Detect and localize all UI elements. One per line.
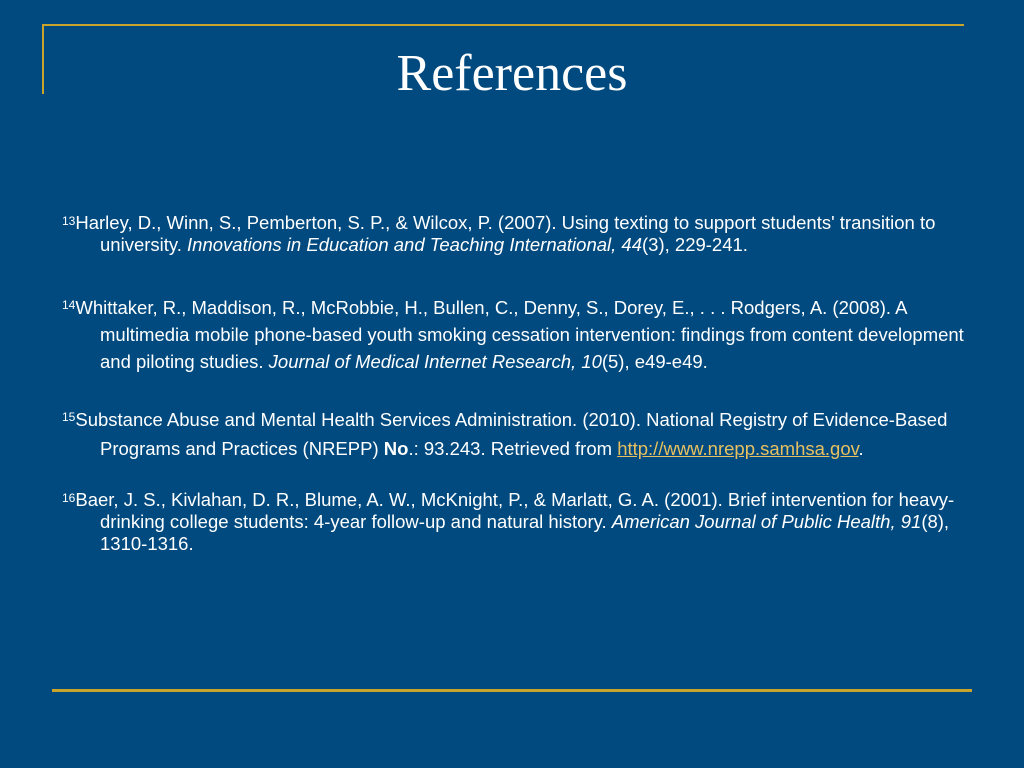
reference-text: Whittaker, R., Maddison, R., McRobbie, H., Bullen, C., Denny, S., Dorey, E., . . . Rodgers, A. (2008). A multimedia mobile phone-based youth smoking cessation intervention: findings from content development and piloting studies. xyxy=(75,297,964,372)
reference-16 xyxy=(62,489,967,555)
reference-number: 15 xyxy=(62,410,76,424)
reference-text: Harley, D., Winn, S., Pemberton, S. P., & Wilcox, P. (2007). Using texting to support students' transition to university. xyxy=(75,212,936,255)
slide-title: References xyxy=(396,45,628,102)
nrepp-link[interactable]: http://www.nrepp.samhsa.gov xyxy=(617,438,859,459)
reference-tail: . xyxy=(858,438,864,459)
reference-number: 14 xyxy=(62,298,76,312)
journal-title: Innovations in Education and Teaching International, 44 xyxy=(187,234,643,255)
journal-title: American Journal of Public Health, 91 xyxy=(611,511,922,532)
journal-title: Journal of Medical Internet Research, 10 xyxy=(268,351,602,372)
bold-abbreviation: No xyxy=(383,438,409,459)
reference-list xyxy=(62,212,967,555)
reference-14 xyxy=(62,294,967,375)
reference-tail: (5), e49-e49. xyxy=(601,351,708,372)
reference-15 xyxy=(62,405,967,463)
reference-tail: (3), 229-241. xyxy=(642,234,748,255)
reference-number: 16 xyxy=(62,491,76,505)
reference-tail: (8), 1310-1316. xyxy=(100,511,950,554)
frame-bottom-rule xyxy=(52,689,972,692)
reference-text: Substance Abuse and Mental Health Services Administration. (2010). National Registry of Evidence-Based Programs and Practices (NREPP) xyxy=(75,409,948,459)
reference-13 xyxy=(62,212,967,256)
reference-text: Baer, J. S., Kivlahan, D. R., Blume, A. W., McKnight, P., & Marlatt, G. A. (2001). Brief intervention for heavy-drinking college students: 4-year follow-up and natural history. xyxy=(75,489,955,532)
reference-number: 13 xyxy=(62,214,76,228)
reference-text-continued: .: 93.243. Retrieved from xyxy=(408,438,618,459)
frame-top-rule xyxy=(42,24,964,26)
